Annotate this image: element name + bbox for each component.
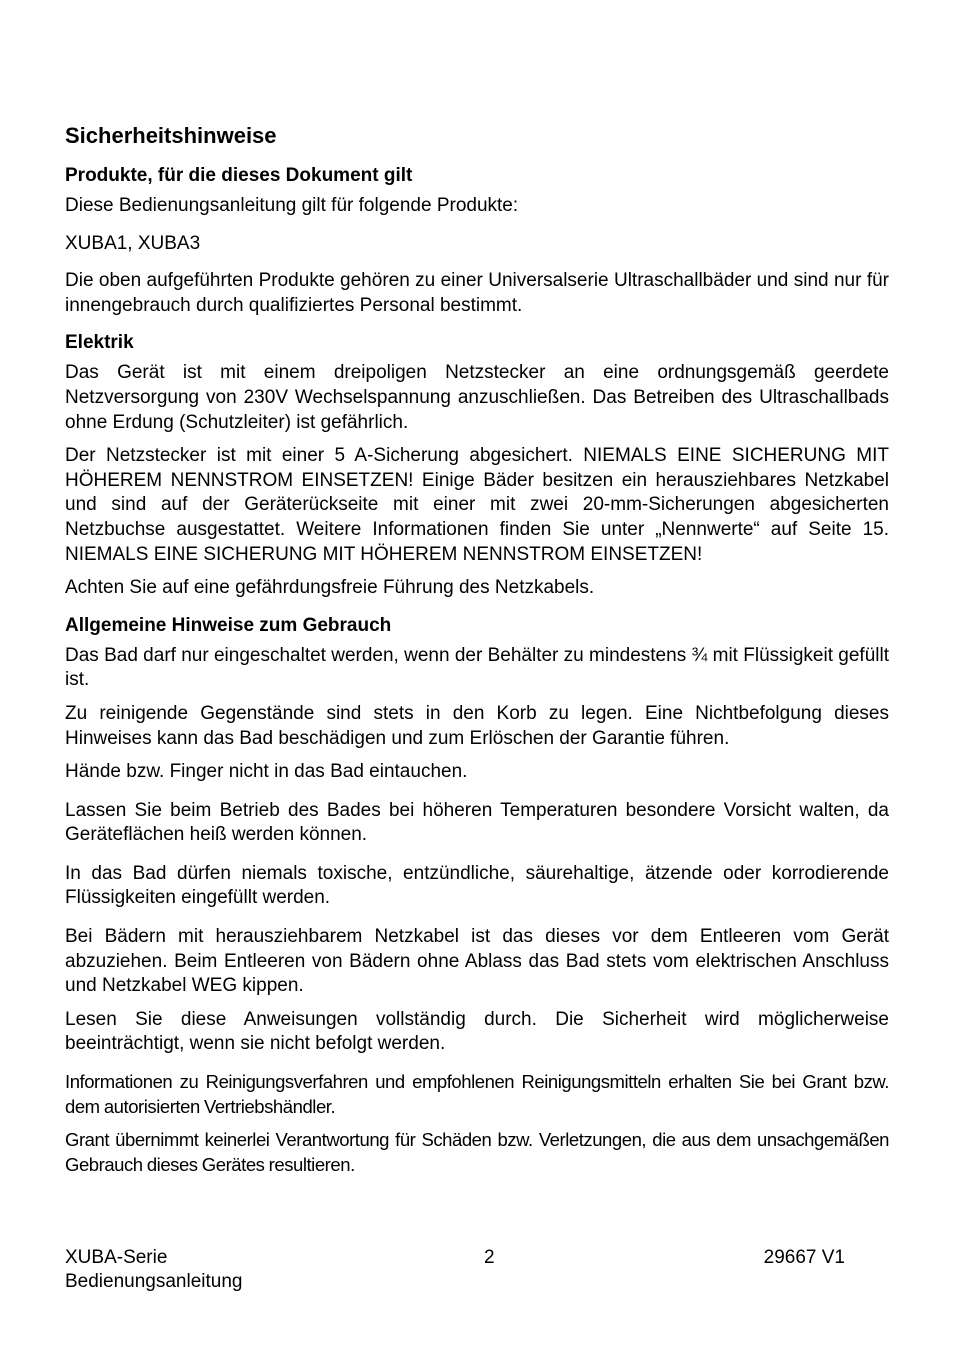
paragraph: Diese Bedienungsanleitung gilt für folgende Produkte: xyxy=(65,195,519,216)
paragraph: Zu reinigende Gegenstände sind stets in den Korb zu legen. Eine Nichtbefolgung dieses Hinweises kann das Bad beschädigen und zum Erlöschen der Garantie führen. xyxy=(65,702,889,749)
paragraph: Grant übernimmt keinerlei Verantwortung für Schäden bzw. Verletzungen, die aus dem unsachgemäßen Gebrauch dieses Gerätes resultieren. xyxy=(65,1129,889,1175)
paragraph: Lesen Sie diese Anweisungen vollständig durch. Die Sicherheit wird möglicherweise beeinträchtigt, wenn sie nicht befolgt werden. xyxy=(65,1008,889,1055)
paragraph: Der Netzstecker ist mit einer 5 A-Sicherung abgesichert. NIEMALS EINE SICHERUNG MIT HÖHEREM NENNSTROM EINSETZEN! Einige Bäder besitzen ein herausziehbares Netzkabel und sind auf der Geräterückseite mit einer mit zwei 20-mm-Sicherungen abgesicherten Netzbuchse ausgestattet. Weitere Informationen finden Sie unter „Nennwerte“ auf Seite 15. NIEMALS EINE SICHERUNG MIT HÖHEREM NENNSTROM EINSETZEN! xyxy=(65,445,889,565)
paragraph: In das Bad dürfen niemals toxische, entzündliche, säurehaltige, ätzende oder korrodierende Flüssigkeiten eingefüllt werden. xyxy=(65,862,889,909)
paragraph: XUBA1, XUBA3 xyxy=(65,232,201,254)
footer-series: XUBA-Serie xyxy=(65,1247,168,1268)
page-title: Sicherheitshinweise xyxy=(65,123,277,148)
page-number: 2 xyxy=(484,1247,495,1268)
paragraph: Informationen zu Reinigungsverfahren und empfohlenen Reinigungsmitteln erhalten Sie bei Grant bzw. dem autorisierten Vertriebshändler. xyxy=(65,1071,889,1117)
footer-doc-name xyxy=(65,1246,243,1294)
footer-manual-type: Bedienungsanleitung xyxy=(65,1271,243,1292)
section-heading-products: Produkte, für die dieses Dokument gilt xyxy=(65,165,413,186)
paragraph: Lassen Sie beim Betrieb des Bades bei höheren Temperaturen besondere Vorsicht walten, da Geräteflächen heiß werden können. xyxy=(65,799,889,846)
paragraph: Das Gerät ist mit einem dreipoligen Netzstecker an eine ordnungsgemäß geerdete Netzversorgung von 230V Wechselspannung anzuschließen. Das Betreiben des Ultraschallbads ohne Erdung (Schutzleiter) ist gefährlich. xyxy=(65,362,889,433)
paragraph: Hände bzw. Finger nicht in das Bad eintauchen. xyxy=(65,761,468,783)
paragraph: Die oben aufgeführten Produkte gehören zu einer Universalserie Ultraschallbäder und sind nur für innengebrauch durch qualifiziertes Personal bestimmt. xyxy=(65,270,889,316)
document-body xyxy=(65,120,889,1186)
section-heading-electrical: Elektrik xyxy=(65,332,134,354)
paragraph: Achten Sie auf eine gefährdungsfreie Führung des Netzkabels. xyxy=(65,577,595,599)
footer-doc-code: 29667 V1 xyxy=(763,1247,845,1268)
paragraph: Das Bad darf nur eingeschaltet werden, wenn der Behälter zu mindestens ¾ mit Flüssigkeit gefüllt ist. xyxy=(65,644,889,691)
paragraph: Bei Bädern mit herausziehbarem Netzkabel ist das dieses vor dem Entleeren vom Gerät abzuziehen. Beim Entleeren von Bädern ohne Ablass das Bad stets vom elektrischen Anschluss und Netzkabel WEG kippen. xyxy=(65,926,889,997)
section-heading-general: Allgemeine Hinweise zum Gebrauch xyxy=(65,614,392,636)
